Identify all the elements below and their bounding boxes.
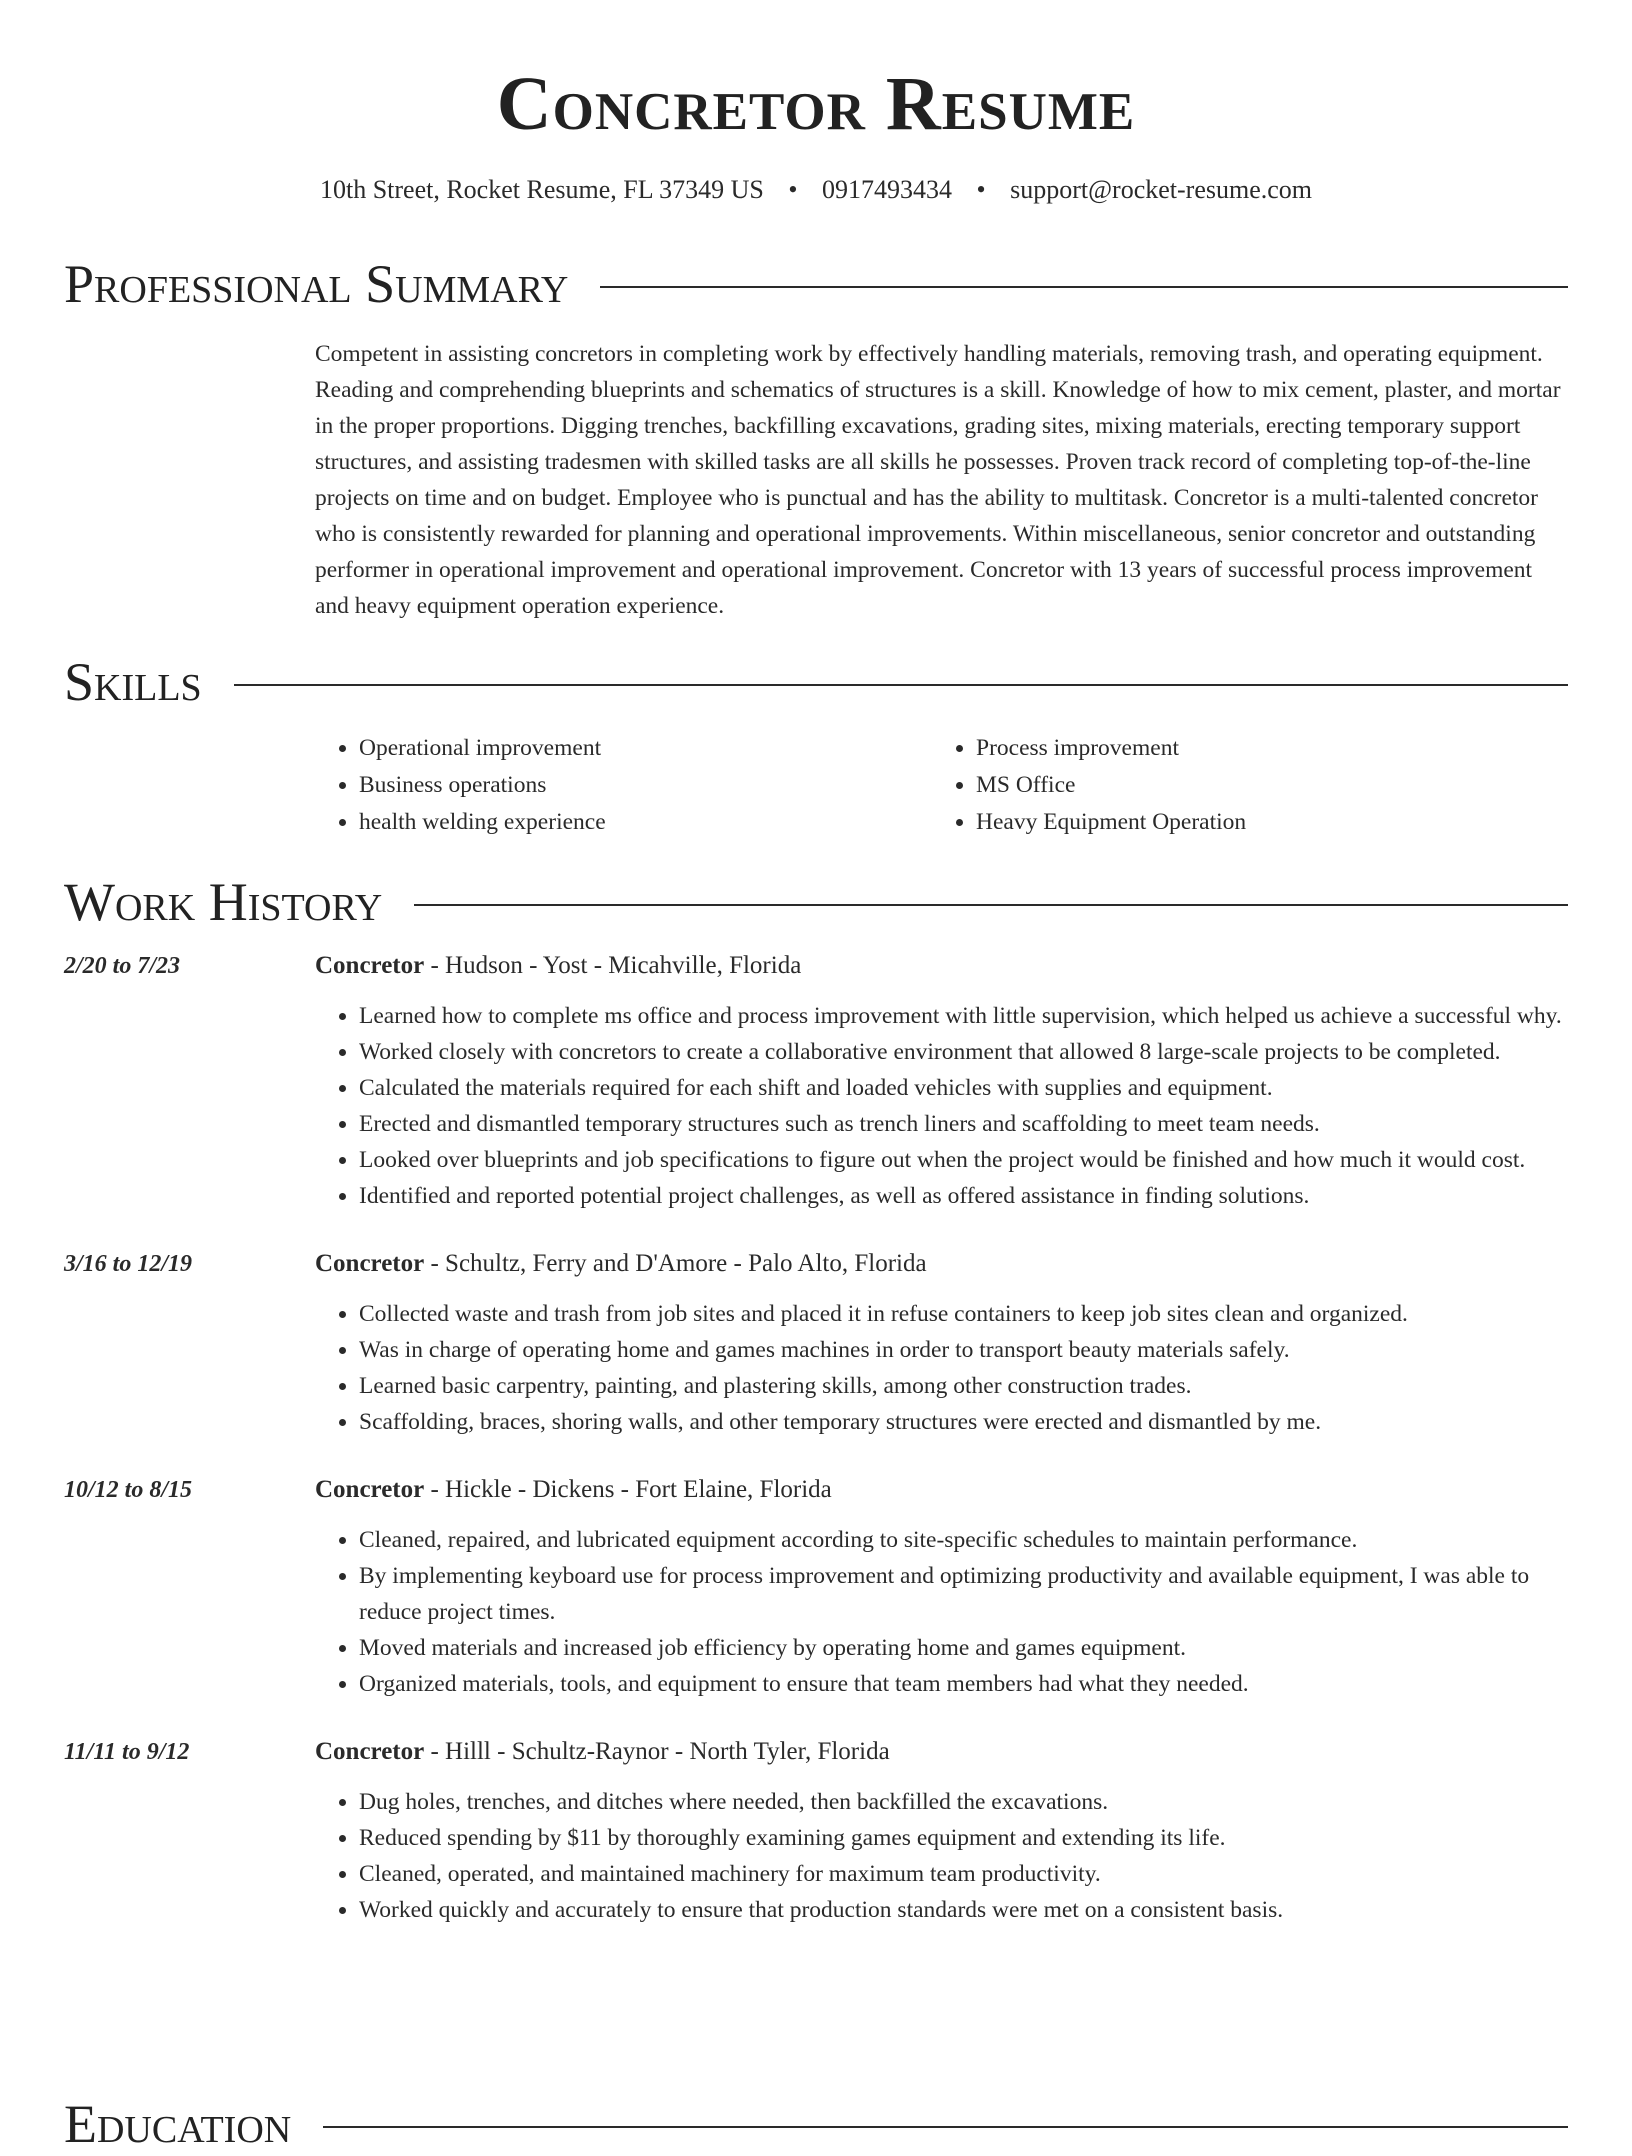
contact-separator: • bbox=[788, 175, 798, 204]
resume-title: Concretor Resume bbox=[496, 62, 1136, 146]
job-entry bbox=[64, 1734, 1568, 1928]
contact-separator: • bbox=[976, 175, 986, 204]
job-role: Concretor bbox=[315, 1738, 425, 1765]
education-title: Education bbox=[64, 2094, 292, 2154]
job-bullet: • Moved materials and increased job efficiency by operating home and games equipment. bbox=[359, 1630, 1568, 1666]
section-heading bbox=[64, 252, 1568, 316]
job-bullets bbox=[315, 1784, 1568, 1928]
section-heading bbox=[64, 870, 1568, 934]
job-bullet: • Was in charge of operating home and games machines in order to transport beauty materials safely. bbox=[359, 1332, 1568, 1368]
section-heading bbox=[64, 650, 1568, 714]
job-bullet: • By implementing keyboard use for process improvement and optimizing productivity and available equipment, I was able to reduce project times. bbox=[359, 1558, 1568, 1630]
section-divider bbox=[600, 286, 1568, 288]
job-bullet: • Dug holes, trenches, and ditches where needed, then backfilled the excavations. bbox=[359, 1784, 1568, 1820]
section-divider bbox=[323, 2126, 1568, 2128]
job-dates: 11/11 to 9/12 bbox=[64, 1739, 190, 1765]
job-bullets bbox=[315, 1296, 1568, 1440]
job-heading bbox=[315, 1472, 1568, 1508]
section-divider bbox=[414, 904, 1568, 906]
education-section bbox=[64, 2092, 1568, 2156]
section-divider bbox=[234, 684, 1568, 686]
job-bullet: • Identified and reported potential project challenges, as well as offered assistance in finding solutions. bbox=[359, 1178, 1568, 1214]
job-role: Concretor bbox=[315, 952, 425, 979]
skills-list bbox=[315, 730, 1568, 841]
job-bullet: • Erected and dismantled temporary structures such as trench liners and scaffolding to meet team needs. bbox=[359, 1106, 1568, 1142]
job-bullet: • Scaffolding, braces, shoring walls, and other temporary structures were erected and dismantled by me. bbox=[359, 1404, 1568, 1440]
job-entry bbox=[64, 1246, 1568, 1440]
skills-column-left bbox=[315, 730, 932, 841]
contact-address: 10th Street, Rocket Resume, FL 37349 US bbox=[319, 175, 764, 204]
job-entry bbox=[64, 1472, 1568, 1702]
job-heading bbox=[315, 948, 1568, 984]
job-employer: - Hickle - Dickens - Fort Elaine, Florida bbox=[424, 1476, 832, 1503]
job-role: Concretor bbox=[315, 1476, 425, 1503]
job-bullet: • Cleaned, repaired, and lubricated equipment according to site-specific schedules to maintain performance. bbox=[359, 1522, 1568, 1558]
job-bullet: • Cleaned, operated, and maintained machinery for maximum team productivity. bbox=[359, 1856, 1568, 1892]
resume-header bbox=[0, 58, 1632, 208]
contact-phone: 0917493434 bbox=[821, 175, 952, 204]
job-bullet: • Learned basic carpentry, painting, and plastering skills, among other construction trades. bbox=[359, 1368, 1568, 1404]
job-bullet: • Looked over blueprints and job specifications to figure out when the project would be finished and how much it would cost. bbox=[359, 1142, 1568, 1178]
contact-line bbox=[0, 172, 1632, 208]
skills-column-right bbox=[932, 730, 1549, 841]
section-heading bbox=[64, 2092, 1568, 2156]
job-heading bbox=[315, 1246, 1568, 1282]
job-bullet: • Collected waste and trash from job sites and placed it in refuse containers to keep job sites clean and organized. bbox=[359, 1296, 1568, 1332]
skills-title: Skills bbox=[64, 652, 202, 712]
skill-item: • Process improvement bbox=[976, 730, 1549, 767]
skills-section bbox=[64, 650, 1568, 841]
skill-item: • health welding experience bbox=[359, 804, 932, 841]
contact-email: support@rocket-resume.com bbox=[1010, 175, 1313, 204]
job-dates: 3/16 to 12/19 bbox=[64, 1251, 193, 1277]
job-heading bbox=[315, 1734, 1568, 1770]
summary-text: Competent in assisting concretors in completing work by effectively handling materials, removing trash, and operating equipment. Reading and comprehending blueprints and schematics of structures is a skill. Knowledge of how to mix cement, plaster, and mortar in the proper proportions. Digging trenches, backfilling excavations, grading sites, mixing materials, erecting temporary support structures, and assisting tradesmen with skilled tasks are all skills he possesses. Proven track record of completing top-of-the-line projects on time and on budget. Employee who is punctual and has the ability to multitask. Concretor is a multi-talented concretor who is consistently rewarded for planning and operational improvements. Within miscellaneous, senior concretor and outstanding performer in operational improvement and operational improvement. Concretor with 13 years of successful process improvement and heavy equipment operation experience. bbox=[315, 341, 1561, 619]
job-bullet: • Worked closely with concretors to create a collaborative environment that allowed 8 large-scale projects to be completed. bbox=[359, 1034, 1568, 1070]
summary-section bbox=[64, 252, 1568, 624]
job-employer: - Hudson - Yost - Micahville, Florida bbox=[424, 952, 802, 979]
job-bullet: • Worked quickly and accurately to ensure that production standards were met on a consistent basis. bbox=[359, 1892, 1568, 1928]
job-dates: 2/20 to 7/23 bbox=[64, 953, 181, 979]
skill-item: • Heavy Equipment Operation bbox=[976, 804, 1549, 841]
job-bullets bbox=[315, 998, 1568, 1214]
skill-item: • Operational improvement bbox=[359, 730, 932, 767]
job-entry bbox=[64, 948, 1568, 1214]
job-bullet: • Reduced spending by $11 by thoroughly examining games equipment and extending its life. bbox=[359, 1820, 1568, 1856]
job-employer: - Schultz, Ferry and D'Amore - Palo Alto, Florida bbox=[424, 1250, 927, 1277]
job-bullet: • Learned how to complete ms office and process improvement with little supervision, which helped us achieve a successful why. bbox=[359, 998, 1568, 1034]
job-role: Concretor bbox=[315, 1250, 425, 1277]
job-dates: 10/12 to 8/15 bbox=[64, 1477, 193, 1503]
skill-item: • Business operations bbox=[359, 767, 932, 804]
job-bullet: • Calculated the materials required for each shift and loaded vehicles with supplies and equipment. bbox=[359, 1070, 1568, 1106]
skill-item: • MS Office bbox=[976, 767, 1549, 804]
job-bullet: • Organized materials, tools, and equipment to ensure that team members had what they needed. bbox=[359, 1666, 1568, 1702]
job-bullets bbox=[315, 1522, 1568, 1702]
job-employer: - Hilll - Schultz-Raynor - North Tyler, Florida bbox=[424, 1738, 890, 1765]
work-history-section bbox=[64, 870, 1568, 1928]
summary-title: Professional Summary bbox=[64, 254, 569, 314]
work-history-title: Work History bbox=[64, 872, 383, 932]
